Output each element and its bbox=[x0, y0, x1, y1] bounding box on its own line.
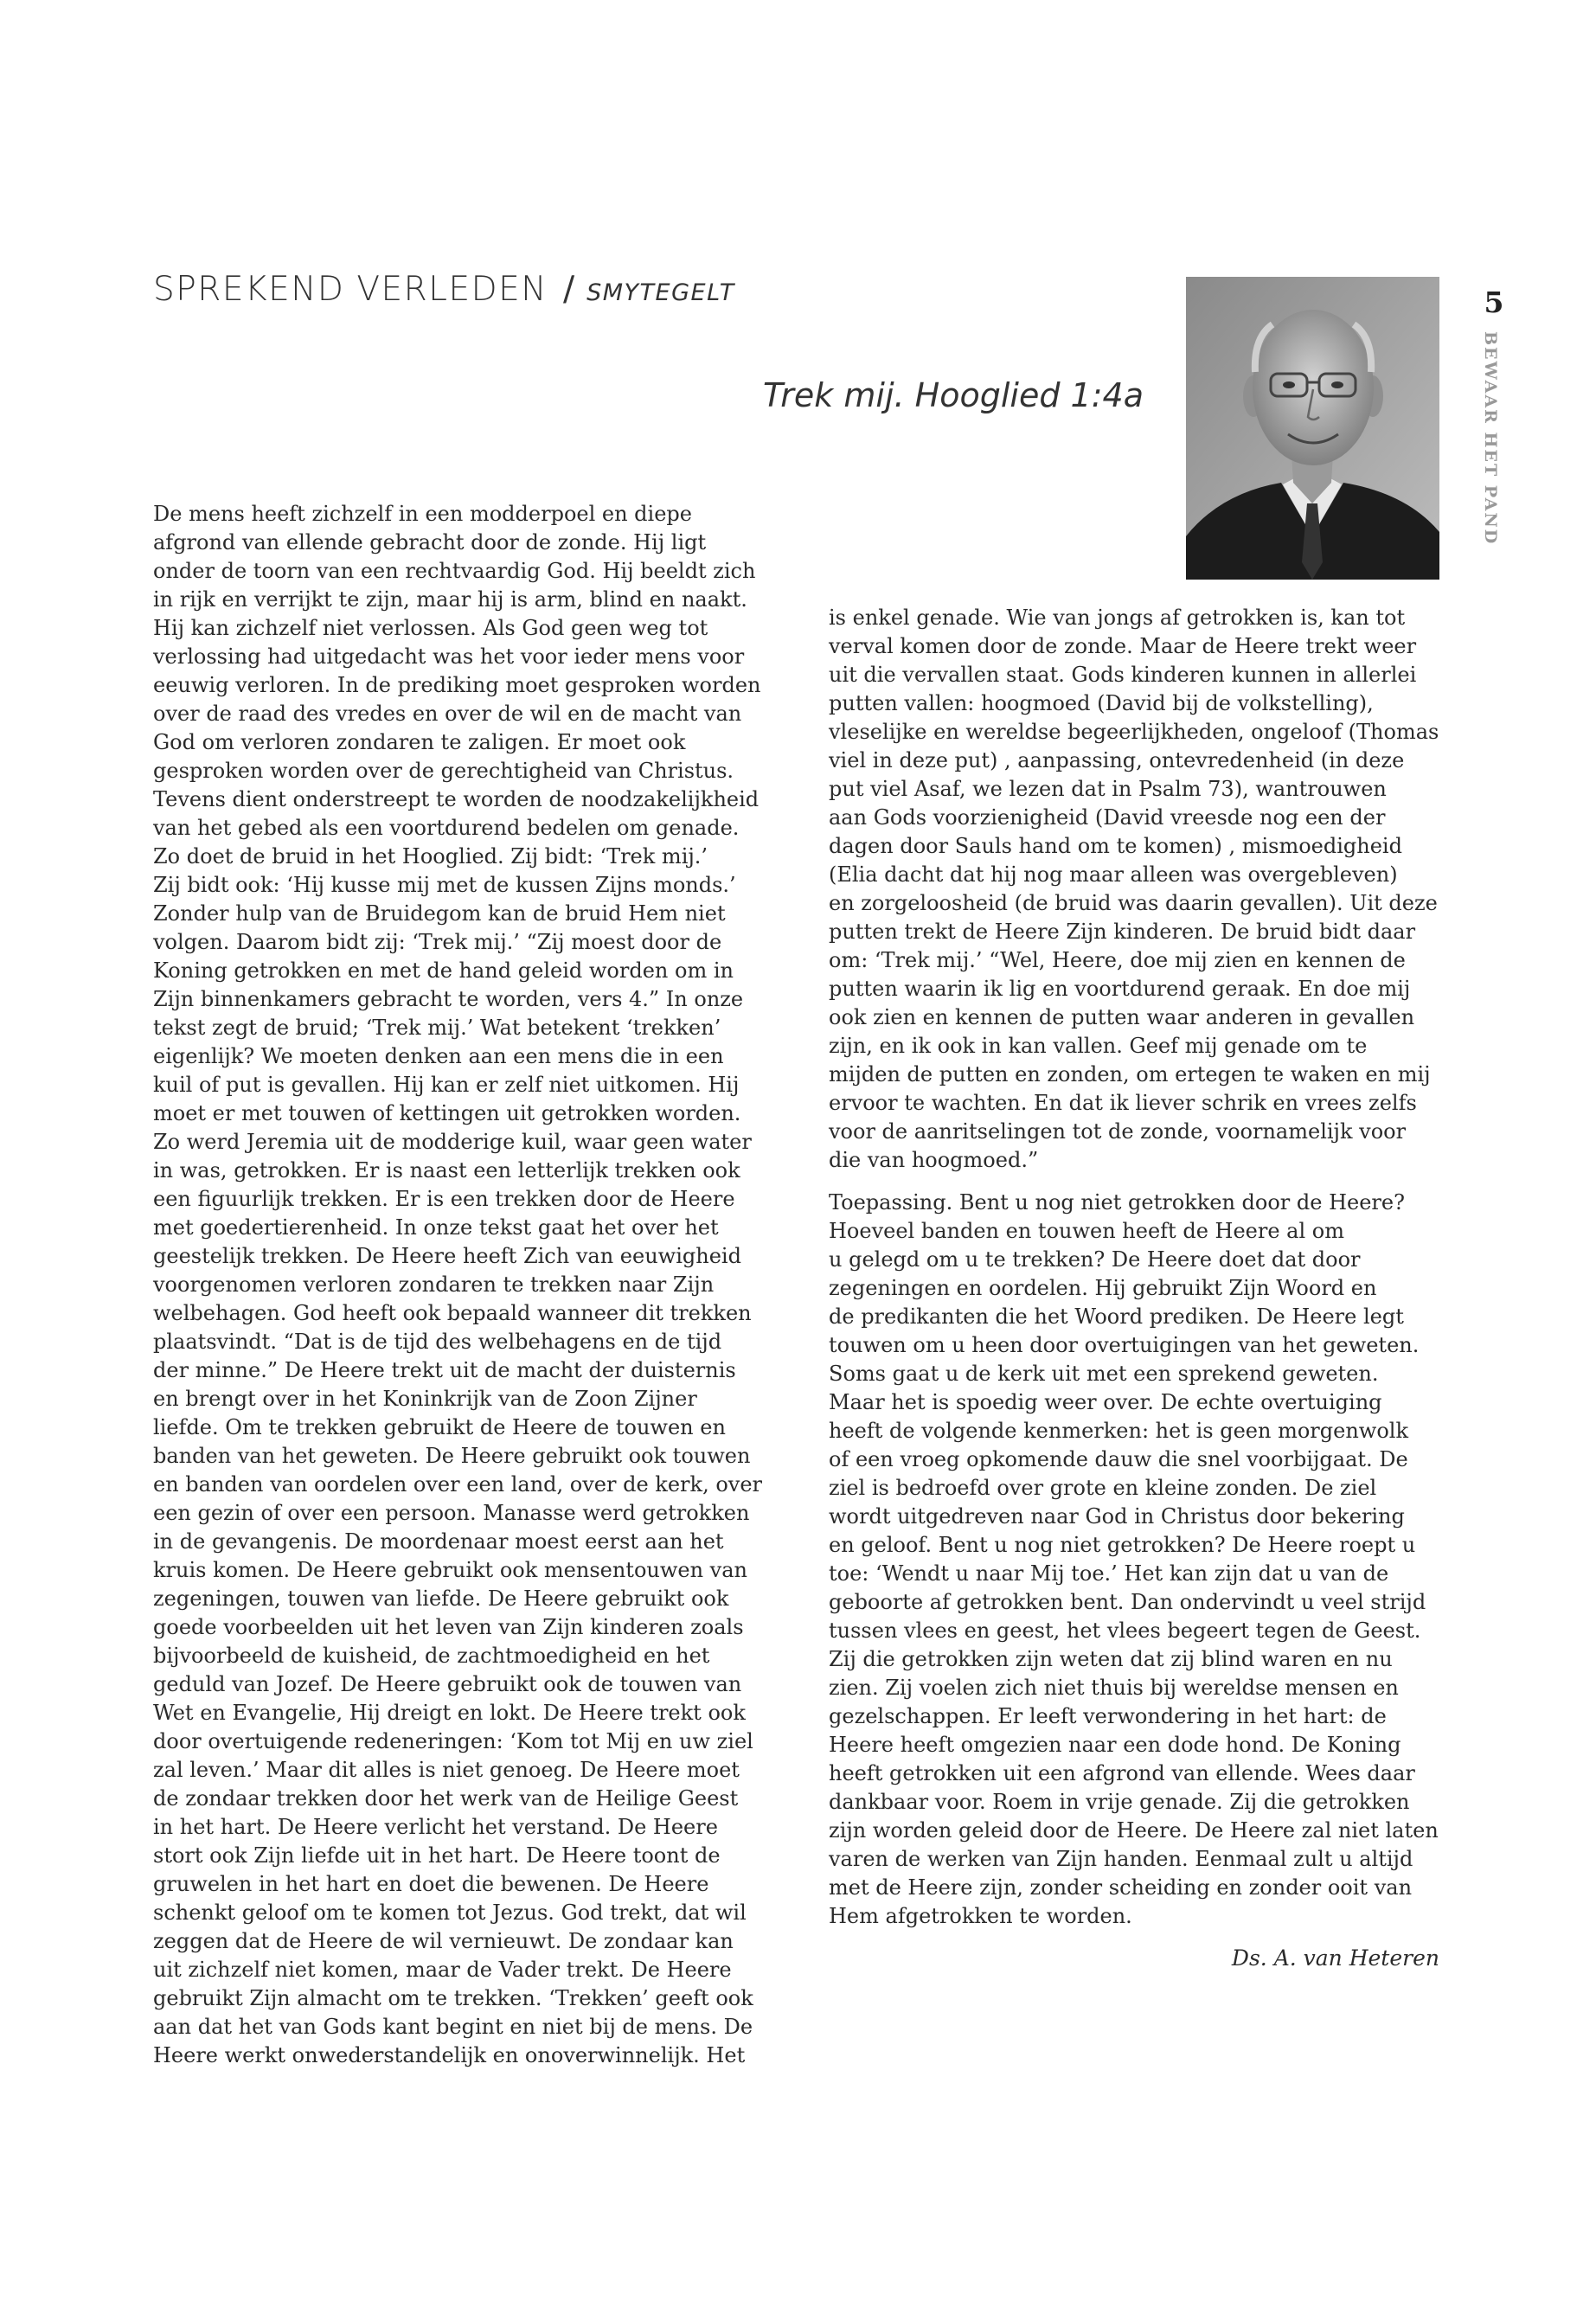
text-line: zal leven.’ Maar dit alles is niet genoeg. De Heere moet bbox=[153, 1758, 740, 1782]
text-line: zijn worden geleid door de Heere. De Heere zal niet laten bbox=[829, 1818, 1439, 1843]
text-line: der minne.” De Heere trekt uit de macht der duisternis bbox=[153, 1358, 736, 1382]
magazine-name: BEWAAR HET PAND bbox=[1481, 331, 1500, 546]
text-line: kruis komen. De Heere gebruikt ook mensentouwen van bbox=[153, 1558, 747, 1582]
text-line: heeft de volgende kenmerken: het is geen morgenwolk bbox=[829, 1419, 1408, 1443]
text-line: een figuurlijk trekken. Er is een trekken door de Heere bbox=[153, 1187, 735, 1211]
text-line: zijn, en ik ook in kan vallen. Geef mij genade om te bbox=[829, 1034, 1368, 1058]
text-line: putten vallen: hoogmoed (David bij de volkstelling), bbox=[829, 691, 1374, 715]
text-line: Maar het is spoedig weer over. De echte overtuiging bbox=[829, 1390, 1382, 1414]
text-line: uit zichzelf niet komen, maar de Vader trekt. De Heere bbox=[153, 1958, 732, 1982]
text-line: Hoeveel banden en touwen heeft de Heere al om bbox=[829, 1219, 1344, 1243]
text-line: gruwelen in het hart en doet die bewenen. De Heere bbox=[153, 1872, 709, 1896]
text-line: mijden de putten en zonden, om ertegen te waken en mij bbox=[829, 1062, 1431, 1086]
text-line: kuil of put is gevallen. Hij kan er zelf niet uitkomen. Hij bbox=[153, 1073, 740, 1097]
author-portrait bbox=[1186, 277, 1439, 580]
text-line: ervoor te wachten. En dat ik liever schrik en vrees zelfs bbox=[829, 1091, 1417, 1115]
text-line: Koning getrokken en met de hand geleid worden om in bbox=[153, 958, 734, 983]
text-line: zeggen dat de Heere de wil vernieuwt. De zondaar kan bbox=[153, 1929, 734, 1953]
text-line: een gezin of over een persoon. Manasse werd getrokken bbox=[153, 1501, 750, 1525]
text-line: die van hoogmoed.” bbox=[829, 1148, 1039, 1172]
author-signature: Ds. A. van Heteren bbox=[1231, 1945, 1439, 1971]
text-line: Wet en Evangelie, Hij dreigt en lokt. De Heere trekt ook bbox=[153, 1701, 746, 1725]
text-line: in was, getrokken. Er is naast een letterlijk trekken ook bbox=[153, 1158, 740, 1183]
text-line: geboorte af getrokken bent. Dan ondervindt u veel strijd bbox=[829, 1590, 1426, 1614]
text-line: eigenlijk? We moeten denken aan een mens die in een bbox=[153, 1044, 724, 1068]
text-line: verval komen door de zonde. Maar de Heere trekt weer bbox=[829, 634, 1417, 658]
text-line: u gelegd om u te trekken? De Heere doet dat door bbox=[829, 1247, 1361, 1272]
text-line: uit die vervallen staat. Gods kinderen kunnen in allerlei bbox=[829, 663, 1417, 687]
text-line: aan Gods voorzienigheid (David vreesde nog een der bbox=[829, 805, 1386, 830]
page-number: 5 bbox=[1484, 285, 1504, 319]
text-line: viel in deze put) , aanpassing, ontevredenheid (in deze bbox=[829, 748, 1405, 772]
text-line: heeft getrokken uit een afgrond van ellende. Wees daar bbox=[829, 1761, 1415, 1785]
text-line: tekst zegt de bruid; ‘Trek mij.’ Wat betekent ‘trekken’ bbox=[153, 1016, 721, 1040]
section-title: SPREKEND VERLEDEN bbox=[153, 270, 548, 309]
text-line: en geloof. Bent u nog niet getrokken? De Heere roept u bbox=[829, 1533, 1416, 1557]
text-line: verlossing had uitgedacht was het voor ieder mens voor bbox=[153, 644, 745, 669]
text-line: zien. Zij voelen zich niet thuis bij wereldse mensen en bbox=[829, 1676, 1399, 1700]
text-line: varen de werken van Zijn handen. Eenmaal zult u altijd bbox=[829, 1847, 1413, 1871]
text-line: plaatsvindt. “Dat is de tijd des welbehagens en de tijd bbox=[153, 1330, 722, 1354]
text-line: ziel is bedroefd over grote en kleine zonden. De ziel bbox=[829, 1476, 1377, 1500]
text-line: met de Heere zijn, zonder scheiding en zonder ooit van bbox=[829, 1875, 1413, 1900]
text-line: om: ‘Trek mij.’ “Wel, Heere, doe mij zien en kennen de bbox=[829, 948, 1406, 972]
text-line: Zij bidt ook: ‘Hij kusse mij met de kussen Zijns monds.’ bbox=[153, 873, 736, 897]
text-line: volgen. Daarom bidt zij: ‘Trek mij.’ “Zij moest door de bbox=[153, 930, 722, 954]
text-line: Hij kan zichzelf niet verlossen. Als God geen weg tot bbox=[153, 616, 708, 640]
text-line: welbehagen. God heeft ook bepaald wanneer dit trekken bbox=[153, 1301, 752, 1325]
text-line: Heere heeft omgezien naar een dode hond. De Koning bbox=[829, 1733, 1401, 1757]
text-line: over de raad des vredes en over de wil en de macht van bbox=[153, 702, 742, 726]
text-line: De mens heeft zichzelf in een modderpoel en diepe bbox=[153, 502, 692, 526]
text-line: geestelijk trekken. De Heere heeft Zich van eeuwigheid bbox=[153, 1244, 741, 1268]
text-line: of een vroeg opkomende dauw die snel voorbijgaat. De bbox=[829, 1447, 1408, 1471]
text-line: zegeningen en oordelen. Hij gebruikt Zijn Woord en bbox=[829, 1276, 1377, 1300]
header-separator: / bbox=[562, 270, 575, 309]
text-line: Toepassing. Bent u nog niet getrokken door de Heere? bbox=[829, 1190, 1405, 1215]
text-line: afgrond van ellende gebracht door de zonde. Hij ligt bbox=[153, 530, 707, 554]
text-line: touwen om u heen door overtuigingen van het geweten. bbox=[829, 1333, 1420, 1357]
text-line: putten trekt de Heere Zijn kinderen. De bruid bidt daar bbox=[829, 920, 1416, 944]
text-line: gebruikt Zijn almacht om te trekken. ‘Trekken’ geeft ook bbox=[153, 1986, 753, 2010]
text-line: door overtuigende redeneringen: ‘Kom tot Mij en uw ziel bbox=[153, 1729, 753, 1753]
text-line: goede voorbeelden uit het leven van Zijn kinderen zoals bbox=[153, 1615, 744, 1639]
text-line: God om verloren zondaren te zaligen. Er moet ook bbox=[153, 730, 686, 754]
text-line: gezelschappen. Er leeft verwondering in het hart: de bbox=[829, 1704, 1387, 1728]
text-line: en banden van oordelen over een land, over de kerk, over bbox=[153, 1472, 763, 1497]
text-line: de predikanten die het Woord prediken. De Heere legt bbox=[829, 1304, 1404, 1329]
text-line: tussen vlees en geest, het vlees begeert tegen de Geest. bbox=[829, 1618, 1421, 1643]
section-subtitle: SMYTEGELT bbox=[586, 279, 735, 306]
text-line: Zo doet de bruid in het Hooglied. Zij bidt: ‘Trek mij.’ bbox=[153, 844, 708, 868]
text-line: toe: ‘Wendt u naar Mij toe.’ Het kan zijn dat u van de bbox=[829, 1561, 1389, 1586]
text-line: in de gevangenis. De moordenaar moest eerst aan het bbox=[153, 1529, 724, 1554]
text-line: Zo werd Jeremia uit de modderige kuil, waar geen water bbox=[153, 1130, 752, 1154]
text-line: vleselijke en wereldse begeerlijkheden, ongeloof (Thomas bbox=[829, 720, 1439, 744]
text-line: banden van het geweten. De Heere gebruikt ook touwen bbox=[153, 1444, 751, 1468]
text-line: onder de toorn van een rechtvaardig God. Hij beeldt zich bbox=[153, 559, 756, 583]
text-line: en brengt over in het Koninkrijk van de Zoon Zijner bbox=[153, 1387, 697, 1411]
text-line: in het hart. De Heere verlicht het verstand. De Heere bbox=[153, 1815, 718, 1839]
paragraph-gap bbox=[829, 1175, 1445, 1189]
text-line: stort ook Zijn liefde uit in het hart. De Heere toont de bbox=[153, 1843, 721, 1868]
text-line: moet er met touwen of kettingen uit getrokken worden. bbox=[153, 1101, 741, 1125]
section-header bbox=[153, 270, 735, 309]
text-line: Hem afgetrokken te worden. bbox=[829, 1904, 1132, 1928]
text-line: is enkel genade. Wie van jongs af getrokken is, kan tot bbox=[829, 606, 1406, 630]
text-line: bijvoorbeeld de kuisheid, de zachtmoedigheid en het bbox=[153, 1644, 710, 1668]
text-line: van het gebed als een voortdurend bedelen om genade. bbox=[153, 816, 740, 840]
text-line: gesproken worden over de gerechtigheid van Christus. bbox=[153, 759, 734, 783]
text-line: eeuwig verloren. In de prediking moet gesproken worden bbox=[153, 673, 761, 697]
text-line: zegeningen, touwen van liefde. De Heere gebruikt ook bbox=[153, 1586, 729, 1611]
text-line: Tevens dient onderstreept te worden de noodzakelijkheid bbox=[153, 787, 760, 811]
text-line: in rijk en verrijkt te zijn, maar hij is arm, blind en naakt. bbox=[153, 587, 747, 612]
body-column-left bbox=[153, 500, 776, 2070]
text-line: dagen door Sauls hand om te komen) , mismoedigheid bbox=[829, 834, 1402, 858]
text-line: ook zien en kennen de putten waar anderen in gevallen bbox=[829, 1005, 1415, 1029]
text-line: wordt uitgedreven naar God in Christus door bekering bbox=[829, 1504, 1405, 1529]
text-line: voorgenomen verloren zondaren te trekken naar Zijn bbox=[153, 1272, 715, 1297]
text-line: voor de aanritselingen tot de zonde, voornamelijk voor bbox=[829, 1119, 1407, 1144]
text-line: aan dat het van Gods kant begint en niet bij de mens. De bbox=[153, 2015, 753, 2039]
text-line: dankbaar voor. Roem in vrije genade. Zij die getrokken bbox=[829, 1790, 1410, 1814]
body-column-right bbox=[829, 604, 1445, 1931]
text-line: Zij die getrokken zijn weten dat zij blind waren en nu bbox=[829, 1647, 1393, 1671]
text-line: en zorgeloosheid (de bruid was daarin gevallen). Uit deze bbox=[829, 891, 1438, 915]
text-line: schenkt geloof om te komen tot Jezus. God trekt, dat wil bbox=[153, 1900, 747, 1925]
text-line: Soms gaat u de kerk uit met een sprekend geweten. bbox=[829, 1362, 1379, 1386]
text-line: met goedertierenheid. In onze tekst gaat het over het bbox=[153, 1215, 719, 1240]
text-line: Zijn binnenkamers gebracht te worden, vers 4.” In onze bbox=[153, 987, 744, 1011]
text-line: put viel Asaf, we lezen dat in Psalm 73), wantrouwen bbox=[829, 777, 1387, 801]
text-line: Zonder hulp van de Bruidegom kan de bruid Hem niet bbox=[153, 901, 726, 926]
article-title: Trek mij. Hooglied 1:4a bbox=[763, 376, 1144, 414]
text-line: de zondaar trekken door het werk van de Heilige Geest bbox=[153, 1786, 739, 1811]
text-line: geduld van Jozef. De Heere gebruikt ook de touwen van bbox=[153, 1672, 742, 1696]
text-line: liefde. Om te trekken gebruikt de Heere de touwen en bbox=[153, 1415, 726, 1439]
text-line: Heere werkt onwederstandelijk en onoverwinnelijk. Het bbox=[153, 2043, 746, 2067]
text-line: (Elia dacht dat hij nog maar alleen was overgebleven) bbox=[829, 862, 1398, 887]
text-line: putten waarin ik lig en voortdurend geraak. En doe mij bbox=[829, 977, 1411, 1001]
